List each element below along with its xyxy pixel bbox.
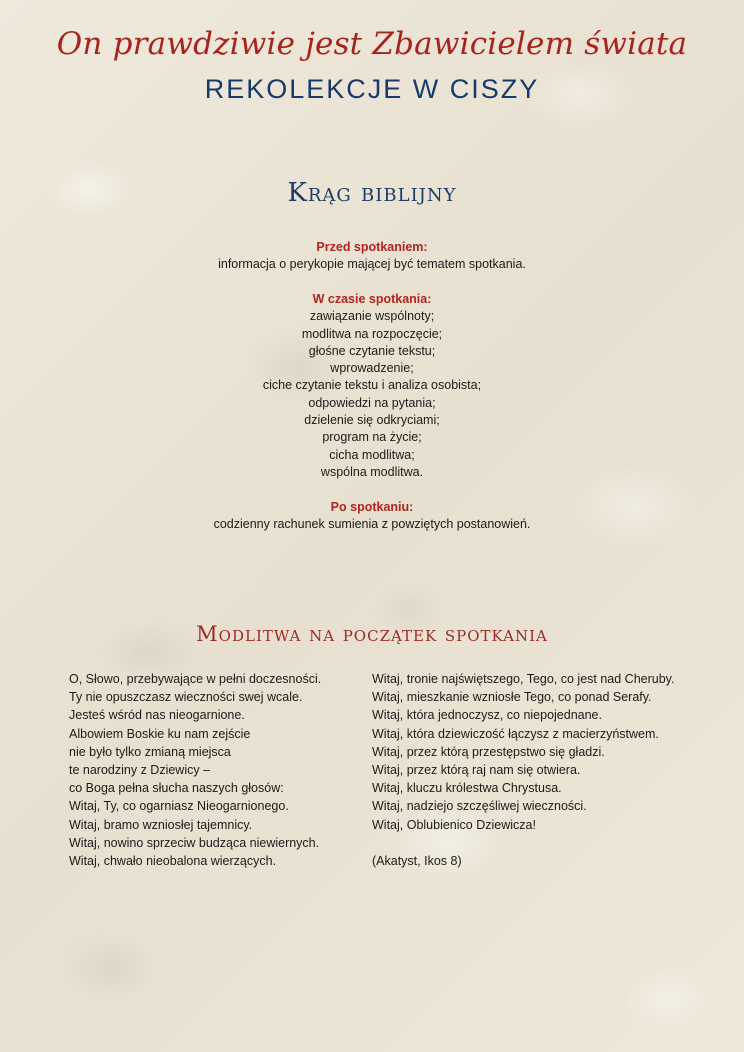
after-meeting-label: Po spotkaniu: <box>330 500 414 514</box>
section-heading-opening-prayer: Modlitwa na początek spotkania <box>196 622 548 646</box>
prayer-left-column <box>69 670 359 870</box>
prayer-right-column <box>372 670 702 870</box>
during-meeting-item: ciche czytanie tekstu i analiza osobista; <box>262 378 482 393</box>
during-meeting-item: cicha modlitwa; <box>329 447 415 462</box>
before-meeting-block <box>0 239 744 274</box>
prayer-line: Witaj, przez którą raj nam się otwiera. <box>372 762 581 777</box>
prayer-line: Witaj, tronie najświętszego, Tego, co jest nad Cheruby. <box>372 672 675 686</box>
stanza-gap <box>372 834 702 852</box>
during-meeting-item: dzielenie się odkryciami; <box>304 413 440 428</box>
during-meeting-item: głośne czytanie tekstu; <box>308 343 436 358</box>
prayer-line: O, Słowo, przebywające w pełni doczesności. <box>69 672 322 686</box>
during-meeting-item: zawiązanie wspólnoty; <box>309 309 435 324</box>
during-meeting-item: odpowiedzi na pytania; <box>308 395 436 410</box>
after-meeting-block <box>0 499 744 534</box>
prayer-line: co Boga pełna słucha naszych głosów: <box>69 781 284 796</box>
during-meeting-item: modlitwa na rozpoczęcie; <box>301 326 443 341</box>
prayer-line: Witaj, chwało nieobalona wierzących. <box>69 853 277 868</box>
section-heading-bible-circle: Krąg biblijny <box>287 178 457 208</box>
page-title: On prawdziwie jest Zbawicielem świata <box>56 26 688 62</box>
prayer-line: Ty nie opuszczasz wieczności swej wcale. <box>69 690 303 705</box>
after-meeting-item: codzienny rachunek sumienia z powziętych postanowień. <box>213 517 531 532</box>
prayer-line: te narodziny z Dziewicy – <box>69 762 211 777</box>
during-meeting-item: wprowadzenie; <box>330 361 414 376</box>
prayer-line: Witaj, Ty, co ogarniasz Nieogarnionego. <box>69 799 289 814</box>
prayer-line: Albowiem Boskie ku nam zejście <box>69 726 251 741</box>
prayer-line: Witaj, przez którą przestępstwo się gładzi. <box>372 744 605 759</box>
during-meeting-item: wspólna modlitwa. <box>320 464 424 479</box>
prayer-source: (Akatyst, Ikos 8) <box>372 853 462 868</box>
during-meeting-label: W czasie spotkania: <box>312 292 432 306</box>
before-meeting-item: informacja o perykopie mającej być tematem spotkania. <box>218 257 526 272</box>
prayer-line: Witaj, Oblubienico Dziewicza! <box>372 817 536 832</box>
prayer-line: Jesteś wśród nas nieogarnione. <box>69 708 245 723</box>
before-meeting-label: Przed spotkaniem: <box>316 240 428 254</box>
during-meeting-block <box>0 291 744 481</box>
prayer-line: Witaj, która jednoczysz, co niepojednane. <box>372 708 602 723</box>
prayer-line: Witaj, nadziejo szczęśliwej wieczności. <box>372 799 587 814</box>
prayer-line: Witaj, mieszkanie wzniosłe Tego, co ponad Serafy. <box>372 690 652 705</box>
prayer-line: Witaj, która dziewiczość łączysz z macierzyństwem. <box>372 726 659 741</box>
prayer-line: Witaj, bramo wzniosłej tajemnicy. <box>69 817 253 832</box>
prayer-line: nie było tylko zmianą miejsca <box>69 744 231 759</box>
page-subtitle: REKOLEKCJE W CISZY <box>204 74 540 104</box>
prayer-line: Witaj, kluczu królestwa Chrystusa. <box>372 781 562 796</box>
during-meeting-item: program na życie; <box>322 430 422 445</box>
prayer-line: Witaj, nowino sprzeciw budząca niewiernych. <box>69 835 320 850</box>
